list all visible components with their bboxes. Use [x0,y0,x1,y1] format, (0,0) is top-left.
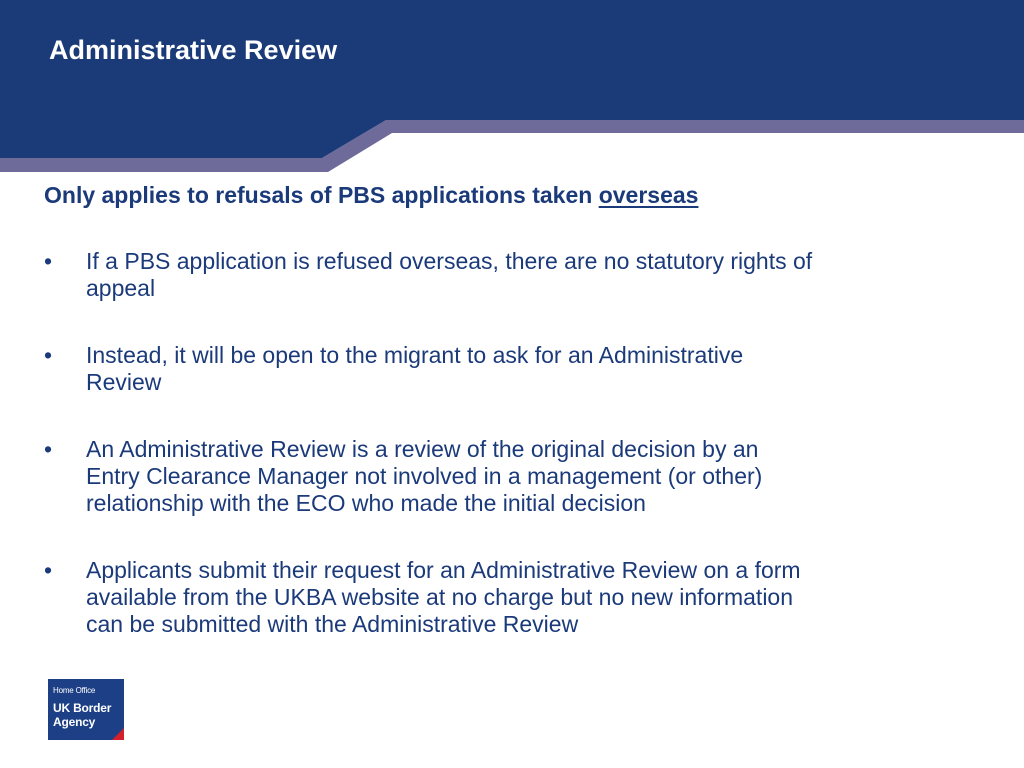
subheading-emphasis: overseas [598,182,699,208]
bullet-list [44,248,994,678]
bullet-line: An Administrative Review is a review of the original decision by an [86,436,759,462]
bullet-item [44,248,994,302]
subheading-text: Only applies to refusals of PBS applications taken [44,182,599,208]
bullet-dot-icon: • [44,436,53,462]
logo-agency-text: Agency [53,715,96,729]
bullet-line: appeal [86,275,156,301]
bullet-line: Applicants submit their request for an Administrative Review on a form [86,557,801,583]
bullet-line: Review [86,369,162,395]
bullet-item [44,342,994,396]
bullet-line: If a PBS application is refused overseas, there are no statutory rights of [86,248,813,274]
bullet-line: available from the UKBA website at no charge but no new information [86,584,794,610]
bullet-dot-icon: • [44,248,53,274]
logo-flag-icon [112,728,124,740]
logo-home-office-text: Home Office [53,686,96,695]
bullet-item [44,557,994,638]
bullet-line: relationship with the ECO who made the initial decision [86,490,646,516]
bullet-dot-icon: • [44,557,53,583]
bullet-item [44,436,994,517]
ukba-logo [48,679,124,740]
bullet-dot-icon: • [44,342,53,368]
bullet-line: can be submitted with the Administrative Review [86,611,579,637]
header-band [0,0,1024,175]
bullet-line: Instead, it will be open to the migrant to ask for an Administrative [86,342,744,368]
subheading [44,178,698,212]
bullet-line: Entry Clearance Manager not involved in a management (or other) [86,463,763,489]
header-background [0,0,1024,158]
logo-uk-border-text: UK Border [53,701,112,715]
slide-title: Administrative Review [49,35,338,65]
